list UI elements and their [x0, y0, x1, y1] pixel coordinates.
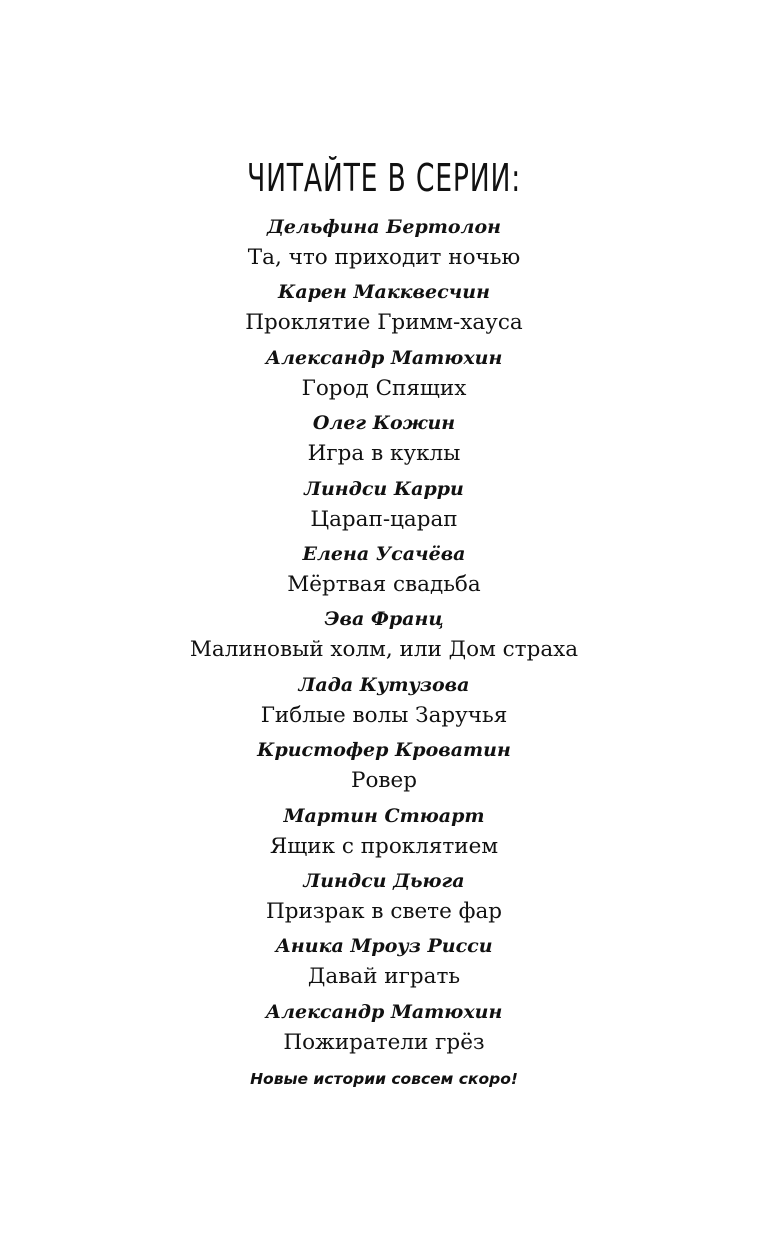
book-entry	[0, 603, 768, 668]
book-author: Дельфина Бертолон	[267, 216, 501, 238]
book-author: Кристофер Кроватин	[257, 739, 511, 762]
book-entry	[0, 342, 768, 407]
book-author: Елена Усачёва	[302, 542, 466, 565]
book-entry	[0, 211, 768, 276]
book-title: Малиновый холм, или Дом страха	[189, 637, 579, 663]
book-entry	[0, 473, 768, 538]
book-title: Давай играть	[307, 964, 461, 990]
book-entry	[0, 276, 768, 341]
book-title: Гиблые волы Заручья	[260, 702, 508, 728]
book-title: Город Спящих	[301, 375, 467, 401]
book-entry	[0, 669, 768, 734]
book-author: Карен Макквесчин	[278, 281, 490, 304]
book-entry	[0, 996, 768, 1061]
book-entry	[0, 734, 768, 799]
book-title: Ящик с проклятием	[269, 833, 499, 859]
book-author: Аника Мроуз Рисси	[275, 935, 493, 958]
series-heading: ЧИТАЙТЕ В СЕРИИ:	[247, 156, 521, 200]
book-author: Линдси Дьюга	[303, 869, 465, 892]
book-title: Игра в куклы	[307, 441, 461, 467]
book-list	[0, 211, 768, 1061]
book-author: Линдси Карри	[304, 477, 464, 500]
book-entry	[0, 538, 768, 603]
book-title: Призрак в свете фар	[265, 898, 503, 924]
book-entry	[0, 930, 768, 995]
book-author: Эва Франц	[324, 608, 444, 631]
book-entry	[0, 865, 768, 930]
book-author: Олег Кожин	[312, 412, 456, 435]
book-author: Александр Матюхин	[265, 1000, 503, 1023]
book-entry	[0, 407, 768, 472]
book-title: Ровер	[350, 768, 417, 794]
book-title: Пожиратели грёз	[283, 1029, 485, 1055]
book-title: Мёртвая свадьба	[287, 571, 481, 597]
book-title: Проклятие Гримм-хауса	[245, 310, 523, 336]
book-title: Та, что приходит ночью	[247, 245, 521, 270]
book-entry	[0, 800, 768, 865]
coming-soon-note: Новые истории совсем скоро!	[250, 1070, 518, 1088]
book-author: Мартин Стюарт	[283, 804, 485, 827]
book-author: Лада Кутузова	[298, 673, 470, 696]
book-author: Александр Матюхин	[265, 346, 503, 369]
book-title: Царап-царап	[310, 506, 458, 532]
